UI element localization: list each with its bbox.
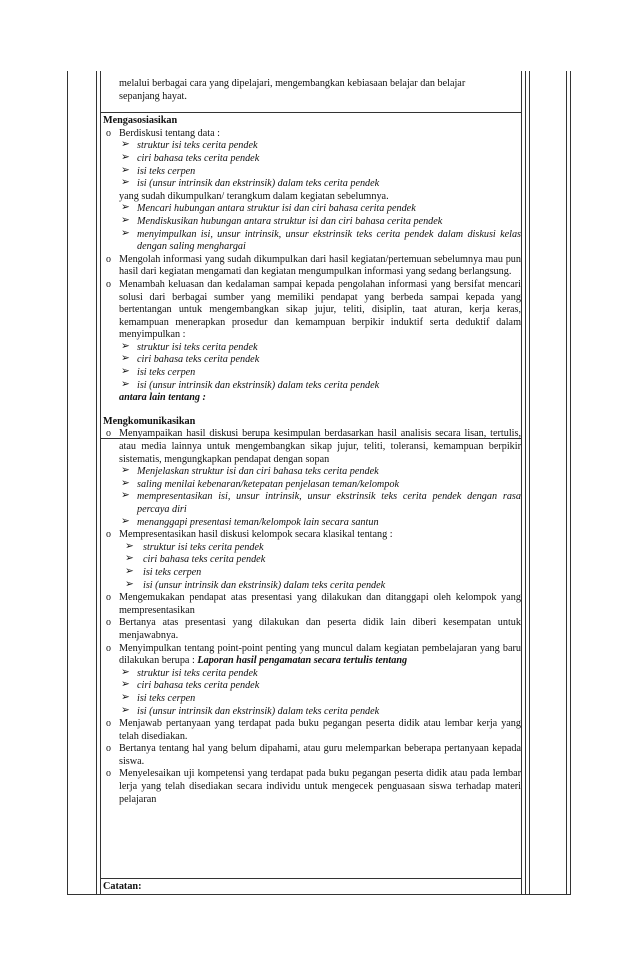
komunikasi-item-6: o Menjawab pertanyaan yang terdapat pada buku pegangan peserta didik atau lembar kerja yang telah disediakan. xyxy=(106,718,521,742)
komunikasi-item-8: o Menyelesaikan uji kompetensi yang terdapat pada buku pegangan peserta didik atau pada lembar lerja yang telah disediakan secara individu untuk mengecek penguasaan siswa terhadap materi pelajaran xyxy=(106,768,521,805)
arrow-bullet-icon: ➢ xyxy=(121,691,130,703)
list-item: ➢ isi (unsur intrinsik dan ekstrinsik) dalam teks cerita pendek xyxy=(121,378,380,391)
arrow-bullet-icon: ➢ xyxy=(121,490,130,502)
circle-bullet-icon: o xyxy=(106,428,111,440)
arrow-bullet-icon: ➢ xyxy=(121,202,130,214)
circle-bullet-icon: o xyxy=(106,253,111,265)
komunikasi-item-5: o Menyimpulkan tentang point-point penting yang muncul dalam kegiatan pembelajaran yang baru dilakukan berupa : Laporan hasil pengamatan secara tertulis tentang xyxy=(106,642,521,667)
arrow-bullet-icon: ➢ xyxy=(121,151,130,163)
circle-bullet-icon: o xyxy=(106,642,111,654)
list-item: ➢ mempresentasikan isi, unsur intrinsik, unsur ekstrinsik teks cerita pendek dengan rasa percaya diri xyxy=(121,490,521,515)
intro-line-2: sepanjang hayat. xyxy=(119,90,187,102)
asosiasi-item-2: o Mengolah informasi yang sudah dikumpulkan dari hasil kegiatan/pertemuan sebelumnya mau pun hasil dari kegiatan mengamati dan kegiatan mengumpulkan informasi yang sedang berlangsung. xyxy=(106,253,521,278)
circle-bullet-icon: o xyxy=(106,743,111,755)
komunikasi-item-1: o Menyampaikan hasil diskusi berupa kesimpulan berdasarkan hasil analisis secara lisan, tertulis, atau media lainnya untuk mengembangkan sikap jujur, teliti, toleransi, kemampuan berpikir sistematis, mengungkapkan pendapat dengan sopan xyxy=(106,428,521,465)
catatan-label: Catatan: xyxy=(103,881,142,892)
list-item: ➢ ciri bahasa teks cerita pendek xyxy=(121,151,260,164)
arrow-bullet-icon: ➢ xyxy=(125,553,134,565)
arrow-bullet-icon: ➢ xyxy=(121,353,130,365)
circle-bullet-icon: o xyxy=(106,278,111,290)
list-item: ➢ isi (unsur intrinsik dan ekstrinsik) dalam teks cerita pendek xyxy=(121,177,380,190)
arrow-bullet-icon: ➢ xyxy=(125,565,134,577)
list-item: ➢ menanggapi presentasi teman/kelompok lain secara santun xyxy=(121,515,379,528)
komunikasi-item-2: o Mempresentasikan hasil diskusi kelompok secara klasikal tentang : xyxy=(106,529,393,541)
list-item: ➢ struktur isi teks cerita pendek xyxy=(125,540,264,553)
column-divider-1 xyxy=(96,71,97,895)
list-item: ➢ ciri bahasa teks cerita pendek xyxy=(121,353,260,366)
table-bottom-border xyxy=(67,894,571,895)
inner-box-left xyxy=(100,71,101,894)
asosiasi-item-3: o Menambah keluasan dan kedalaman sampai kepada pengolahan informasi yang bersifat mencari solusi dari berbagai sumber yang memiliki pendapat yang berbeda sampai kepada yang bertentangan untuk mengembangkan sikap jujur, teliti, disiplin, taat aturan, kerja keras, kemampuan menerapkan prosedur dan kemampuan berpikir induktif serta deduktif dalam menyimpulkan : xyxy=(106,278,521,341)
arrow-bullet-icon: ➢ xyxy=(121,214,130,226)
list-item: ➢ ciri bahasa teks cerita pendek xyxy=(121,679,260,692)
list-item: ➢ isi teks cerpen xyxy=(121,366,196,379)
arrow-bullet-icon: ➢ xyxy=(121,227,130,239)
list-item: ➢ struktur isi teks cerita pendek xyxy=(121,340,258,353)
list-item: ➢ isi teks cerpen xyxy=(125,565,202,578)
circle-bullet-icon: o xyxy=(106,592,111,604)
lesson-activity-content xyxy=(103,78,521,806)
arrow-bullet-icon: ➢ xyxy=(121,465,130,477)
arrow-bullet-icon: ➢ xyxy=(121,378,130,390)
arrow-bullet-icon: ➢ xyxy=(121,366,130,378)
arrow-bullet-icon: ➢ xyxy=(121,704,130,716)
list-item: ➢ isi teks cerpen xyxy=(121,164,196,177)
list-item: ➢ ciri bahasa teks cerita pendek xyxy=(125,553,266,566)
arrow-bullet-icon: ➢ xyxy=(125,540,134,552)
circle-bullet-icon: o xyxy=(106,529,111,541)
asosiasi-note: yang sudah dikumpulkan/ terangkum dalam kegiatan sebelumnya. xyxy=(119,190,389,202)
komunikasi-item-3: o Mengemukakan pendapat atas presentasi yang dilakukan dan ditanggapi oleh kelompok yang mempresentasikan xyxy=(106,592,521,616)
arrow-bullet-icon: ➢ xyxy=(121,177,130,189)
circle-bullet-icon: o xyxy=(106,718,111,730)
table-border-left xyxy=(67,71,68,895)
list-item: ➢ saling menilai kebenaran/ketepatan penjelasan teman/kelompok xyxy=(121,477,399,490)
list-item: ➢ isi teks cerpen xyxy=(121,691,196,704)
arrow-bullet-icon: ➢ xyxy=(121,139,130,151)
arrow-bullet-icon: ➢ xyxy=(121,164,130,176)
list-item: ➢ Mencari hubungan antara struktur isi dan ciri bahasa cerita pendek xyxy=(121,202,416,215)
circle-bullet-icon: o xyxy=(106,127,111,139)
list-item: ➢ isi (unsur intrinsik dan ekstrinsik) dalam teks cerita pendek xyxy=(125,578,386,591)
section-divider-3 xyxy=(100,878,522,879)
arrow-bullet-icon: ➢ xyxy=(121,477,130,489)
arrow-bullet-icon: ➢ xyxy=(121,679,130,691)
heading-mengasosiasikan: Mengasosiasikan xyxy=(103,115,178,127)
column-divider-2 xyxy=(525,71,526,895)
right-box-left xyxy=(529,71,530,894)
komunikasi-item-7: o Bertanya tentang hal yang belum dipahami, atau guru melemparkan beberapa pertanyaan kepada siswa. xyxy=(106,743,521,767)
circle-bullet-icon: o xyxy=(106,768,111,780)
list-item: ➢ menyimpulkan isi, unsur intrinsik, unsur ekstrinsik teks cerita pendek dalam diskusi kelas dengan saling menghargai xyxy=(121,227,521,253)
heading-mengkomunikasikan: Mengkomunikasikan xyxy=(103,415,196,427)
list-item: ➢ struktur isi teks cerita pendek xyxy=(121,139,258,152)
arrow-bullet-icon: ➢ xyxy=(121,340,130,352)
komunikasi-item-4: o Bertanya atas presentasi yang dilakukan dan peserta didik lain diberi kesempatan untuk menjawabnya. xyxy=(106,617,521,641)
list-item: ➢ struktur isi teks cerita pendek xyxy=(121,666,258,679)
inner-box-right xyxy=(521,71,522,894)
arrow-bullet-icon: ➢ xyxy=(125,578,134,590)
asosiasi-item-1: o Berdiskusi tentang data : xyxy=(106,127,221,139)
asosiasi-closing: antara lain tentang : xyxy=(119,392,206,404)
circle-bullet-icon: o xyxy=(106,617,111,629)
list-item: ➢ Menjelaskan struktur isi dan ciri bahasa teks cerita pendek xyxy=(121,465,379,478)
right-box-right xyxy=(566,71,567,894)
list-item: ➢ isi (unsur intrinsik dan ekstrinsik) dalam teks cerita pendek xyxy=(121,704,380,717)
arrow-bullet-icon: ➢ xyxy=(121,515,130,527)
intro-line-1: melalui berbagai cara yang dipelajari, mengembangkan kebiasaan belajar dan belajar xyxy=(119,78,466,89)
list-item: ➢ Mendiskusikan hubungan antara struktur isi dan ciri bahasa cerita pendek xyxy=(121,214,443,227)
table-border-right xyxy=(570,71,571,895)
arrow-bullet-icon: ➢ xyxy=(121,666,130,678)
